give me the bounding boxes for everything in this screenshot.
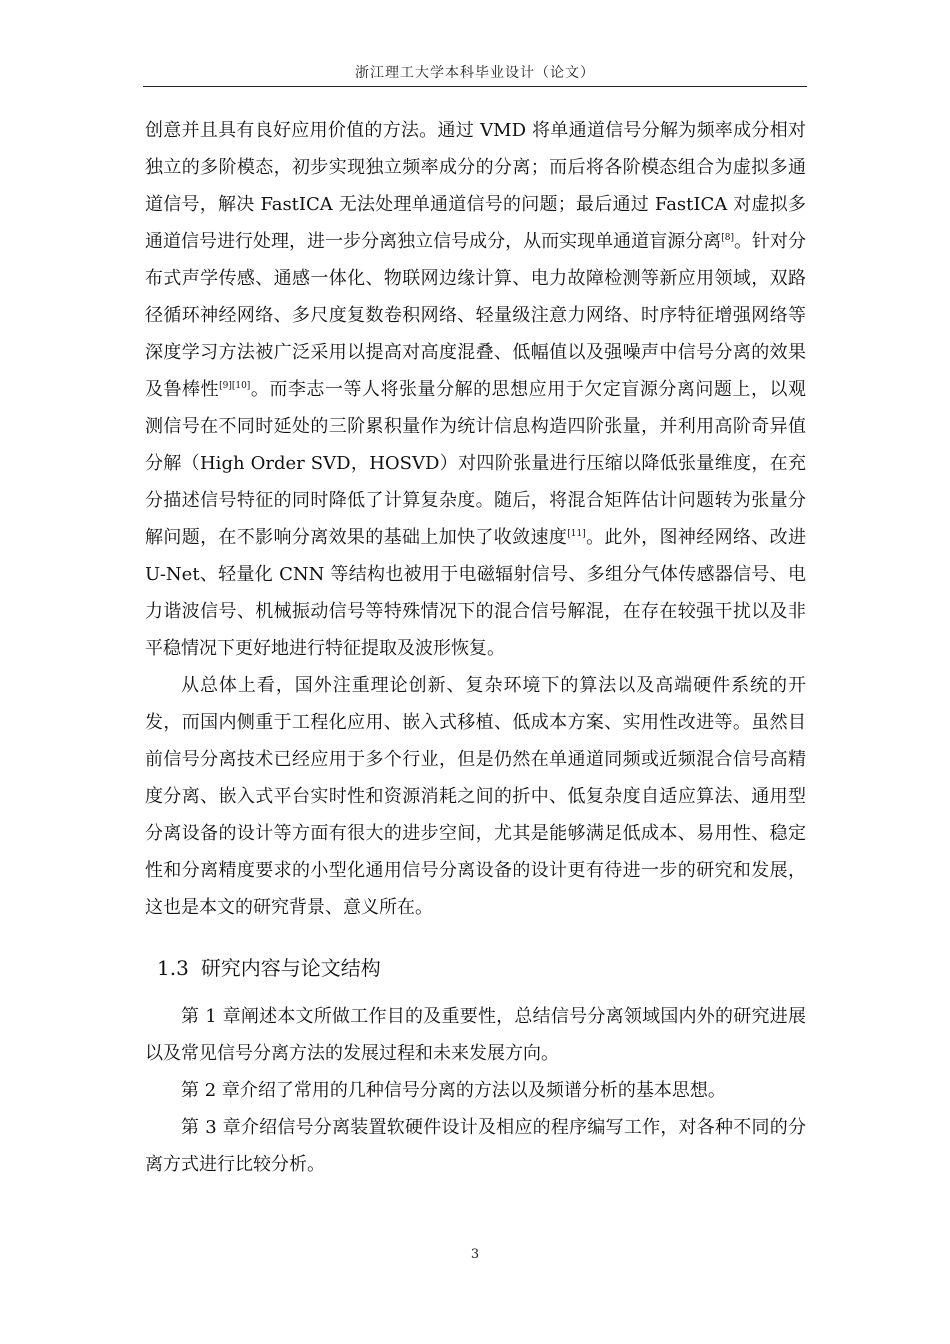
section-number: 1.3	[157, 956, 189, 980]
paragraph-text: 。针对分布式声学传感、通感一体化、物联网边缘计算、电力故障检测等新应用领域，双路径循环神经网络、多尺度复数卷积网络、轻量级注意力网络、时序特征增强网络等深度学习方法被广泛采用以提高对高度混叠、低幅值以及强噪声中信号分离的效果及鲁棒性	[145, 231, 806, 400]
citation: [9][10]	[219, 381, 251, 391]
paragraph-summary: 从总体上看，国外注重理论创新、复杂环境下的算法以及高端硬件系统的开发，而国内侧重于工程化应用、嵌入式移植、低成本方案、实用性改进等。虽然目前信号分离技术已经应用于多个行业，但是仍然在单通道同频或近频混合信号高精度分离、嵌入式平台实时性和资源消耗之间的折中、低复杂度自适应算法、通用型分离设备的设计等方面有很大的进步空间，尤其是能够满足低成本、易用性、稳定性和分离精度要求的小型化通用信号分离设备的设计更有待进一步的研究和发展，这也是本文的研究背景、意义所在。	[145, 675, 806, 918]
citation: [11]	[567, 529, 586, 539]
citation: [8]	[721, 233, 734, 243]
paragraph-text: 创意并且具有良好应用价值的方法。通过 VMD 将单通道信号分解为频率成分相对独立的多阶模态，初步实现独立频率成分的分离；而后将各阶模态组合为虚拟多通道信号，解决 FastICA 无法处理单通道信号的问题；最后通过 FastICA 对虚拟多通道信号进行处理，进一步分离独立信号成分，从而实现单通道盲源分离	[145, 120, 806, 252]
paragraph-text: 。此外，图神经网络、改进 U-Net、轻量化 CNN 等结构也被用于电磁辐射信号、多组分气体传感器信号、电力谐波信号、机械振动信号等特殊情况下的混合信号解混，在存在较强干扰以及非平稳情况下更好地进行特征提取及波形恢复。	[145, 527, 807, 659]
chapter-description: 第 3 章介绍信号分离装置软硬件设计及相应的程序编写工作，对各种不同的分离方式进行比较分析。	[145, 1117, 806, 1175]
chapter-description: 第 2 章介绍了常用的几种信号分离的方法以及频谱分析的基本思想。	[181, 1080, 726, 1101]
section-title: 研究内容与论文结构	[200, 956, 381, 980]
paragraph-text: 。而李志一等人将张量分解的思想应用于欠定盲源分离问题上，以观测信号在不同时延处的三阶累积量作为统计信息构造四阶张量，并利用高阶奇异值分解（High Order SVD，HOSVD）对四阶张量进行压缩以降低张量维度，在充分描述信号特征的同时降低了计算复杂度。随后，将混合矩阵估计问题转为张量分解问题，在不影响分离效果的基础上加快了收敛速度	[145, 379, 807, 548]
section-heading	[157, 948, 806, 988]
paragraph-related-work	[145, 112, 806, 667]
chapter-description: 第 1 章阐述本文所做工作目的及重要性，总结信号分离领域国内外的研究进展以及常见信号分离方法的发展过程和未来发展方向。	[145, 1006, 806, 1064]
running-header: 浙江理工大学本科毕业设计（论文）	[355, 65, 595, 81]
page-number: 3	[470, 1247, 480, 1262]
header-divider	[143, 86, 807, 87]
main-text	[145, 112, 806, 1183]
